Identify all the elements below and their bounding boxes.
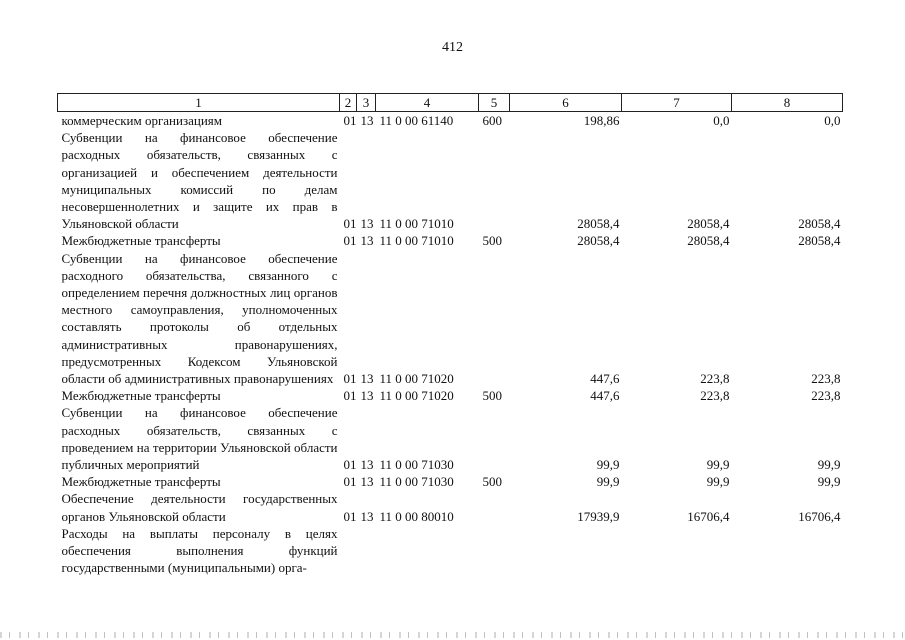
row-name: Субвенции на финансовое обеспечение расходных обязательств, связанных с организацией и обеспечением деятельности муниципальных комиссий по делам несовершеннолетних и защите их прав в Ульяновской области: [61, 130, 338, 232]
row-name: Субвенции на финансовое обеспечение расходного обязательства, связанного с определением перечня должностных лиц органов местного самоуправления, уполномоченных составлять протоколы об отдельных административных правонарушениях, предусмотренных Кодексом Ульяновской области об административных правонарушениях: [61, 250, 338, 387]
row-amount-col7: 223,8: [700, 388, 730, 404]
row-amount-col6: 17939,9: [577, 508, 620, 524]
row-expense-type: 500: [482, 388, 502, 404]
row-expense-type: [479, 129, 510, 232]
table-row: [58, 250, 843, 388]
row-expense-type: [479, 404, 510, 473]
row-target-article: [376, 525, 479, 577]
row-target-article: 11 0 00 71030: [379, 474, 454, 490]
row-expense-type: 500: [482, 474, 502, 490]
table-row: [58, 525, 843, 577]
row-amount-col7: 28058,4: [687, 233, 730, 249]
row-amount-col7: 16706,4: [687, 508, 730, 524]
header-col-5: 5: [479, 94, 510, 112]
table-row: [58, 404, 843, 473]
header-col-6: 6: [510, 94, 622, 112]
row-target-article: 11 0 00 71020: [379, 388, 454, 404]
header-col-8: 8: [732, 94, 843, 112]
row-amount-col6: 99,9: [596, 474, 620, 490]
row-amount-col6: 28058,4: [577, 233, 620, 249]
row-amount-col6: 447,6: [590, 371, 620, 387]
row-name: Межбюджетные трансферты: [61, 388, 221, 404]
row-expense-type: 500: [482, 233, 502, 249]
row-section: 01: [343, 216, 357, 232]
table-row: [58, 232, 843, 249]
row-amount-col7: [622, 525, 732, 577]
row-section: 01: [343, 388, 357, 404]
row-target-article: 11 0 00 71020: [379, 371, 454, 387]
row-subsection: 13: [360, 474, 374, 490]
row-amount-col7: 28058,4: [687, 216, 730, 232]
table-row: [58, 112, 843, 130]
row-target-article: 11 0 00 71010: [379, 216, 454, 232]
row-name: Субвенции на финансовое обеспечение расходных обязательств, связанных с проведением на территории Ульяновской области публичных мероприятий: [61, 405, 338, 473]
row-amount-col7: 99,9: [706, 474, 730, 490]
row-target-article: 11 0 00 71030: [379, 457, 454, 473]
row-section: 01: [343, 371, 357, 387]
row-subsection: [357, 525, 376, 577]
row-amount-col7: 223,8: [700, 371, 730, 387]
row-amount-col8: 16706,4: [798, 508, 841, 524]
row-amount-col7: 99,9: [706, 457, 730, 473]
row-subsection: 13: [360, 216, 374, 232]
table-row: [58, 387, 843, 404]
row-expense-type: 600: [482, 113, 502, 128]
row-amount-col8: 28058,4: [798, 233, 841, 249]
row-section: 01: [343, 113, 357, 128]
row-target-article: 11 0 00 80010: [379, 508, 454, 524]
row-amount-col8: 99,9: [817, 474, 841, 490]
row-amount-col6: 99,9: [596, 457, 620, 473]
header-col-1: 1: [58, 94, 340, 112]
header-col-3: 3: [357, 94, 376, 112]
header-col-7: 7: [622, 94, 732, 112]
row-expense-type: [479, 525, 510, 577]
row-section: 01: [343, 457, 357, 473]
row-amount-col6: 447,6: [590, 388, 620, 404]
row-subsection: 13: [360, 508, 374, 524]
row-amount-col6: [510, 525, 622, 577]
row-name: коммерческим организациям: [61, 113, 223, 128]
row-target-article: 11 0 00 61140: [379, 113, 454, 128]
row-amount-col8: 223,8: [811, 388, 841, 404]
row-amount-col7: 0,0: [713, 113, 730, 128]
scan-artifact-strip: [0, 632, 905, 638]
row-name: Межбюджетные трансферты: [61, 233, 221, 249]
row-subsection: 13: [360, 113, 374, 128]
row-section: 01: [343, 474, 357, 490]
row-subsection: 13: [360, 371, 374, 387]
row-amount-col8: [732, 525, 843, 577]
row-amount-col6: 28058,4: [577, 216, 620, 232]
page-number: 412: [442, 40, 463, 55]
table-row: [58, 473, 843, 490]
row-section: 01: [343, 508, 357, 524]
row-name: Межбюджетные трансферты: [61, 474, 221, 490]
header-col-2: 2: [340, 94, 357, 112]
row-amount-col8: 99,9: [817, 457, 841, 473]
budget-table: [57, 93, 843, 576]
row-name: Обеспечение деятельности государственных органов Ульяновской области: [61, 491, 338, 524]
row-expense-type: [479, 490, 510, 524]
row-amount-col8: 28058,4: [798, 216, 841, 232]
row-section: [340, 525, 357, 577]
row-amount-col8: 0,0: [824, 113, 841, 128]
row-subsection: 13: [360, 388, 374, 404]
table-header: [58, 94, 843, 112]
row-expense-type: [479, 250, 510, 388]
row-name: Расходы на выплаты персоналу в целях обеспечения выполнения функций государственными (муниципальными) орга-: [61, 525, 338, 576]
table-row: [58, 129, 843, 232]
row-section: 01: [343, 233, 357, 249]
table-row: [58, 490, 843, 524]
row-amount-col6: 198,86: [583, 113, 620, 128]
row-amount-col8: 223,8: [811, 371, 841, 387]
row-target-article: 11 0 00 71010: [379, 233, 454, 249]
header-col-4: 4: [376, 94, 479, 112]
row-subsection: 13: [360, 233, 374, 249]
row-subsection: 13: [360, 457, 374, 473]
